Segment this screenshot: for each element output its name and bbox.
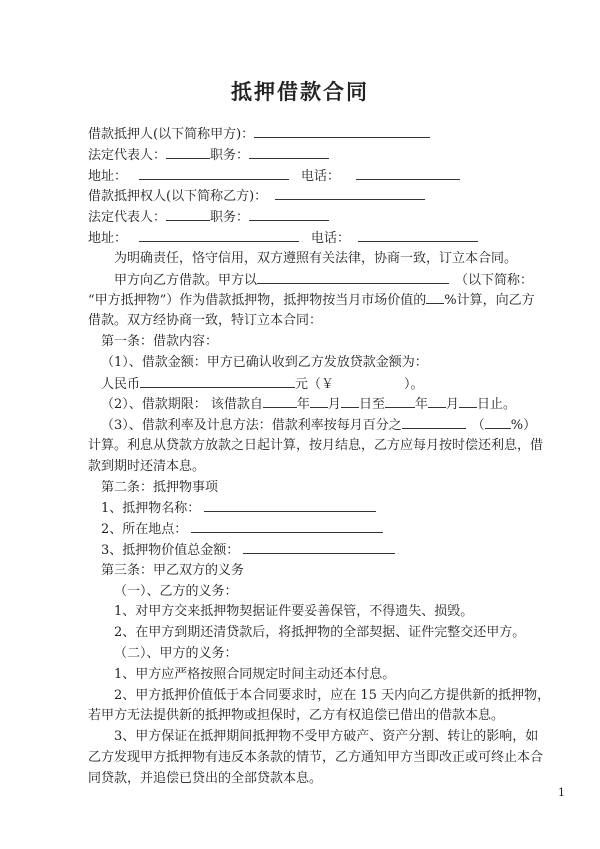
collateral-name-line <box>88 498 518 519</box>
text: （3）、借款利率及计息方法：借款利率按每月百分之 <box>101 418 402 434</box>
blank <box>358 228 478 242</box>
text: 月 <box>445 397 459 413</box>
clause: 乙方发现甲方抵押物有违反本条款的情节，乙方通知甲方当即改正或可终止本合 <box>88 749 544 765</box>
blank <box>139 166 289 180</box>
text: 甲方向乙方借款。甲方以 <box>114 272 258 288</box>
blank <box>249 145 329 159</box>
text: （以下简称： <box>455 272 534 288</box>
clause: 若甲方无法提供新的抵押物或担保时，乙方有权追偿已借出的借款本息。 <box>88 708 505 724</box>
text: 日止。 <box>476 397 516 413</box>
blank <box>243 540 395 554</box>
clause: 3、甲方保证在抵押期间抵押物不受甲方破产、资产分割、转让的影响，如 <box>114 729 539 745</box>
label: 借款抵押权人(以下简称乙方)： <box>88 189 268 205</box>
blank <box>428 394 446 408</box>
blank <box>426 290 444 304</box>
paragraph: 款到期时还清本息。 <box>88 458 206 474</box>
label: 电话： <box>311 230 351 246</box>
legal-rep-line-b <box>88 207 518 228</box>
lender-line <box>88 186 518 207</box>
clause: 同贷款，并追偿已贷出的全部贷款本息。 <box>88 770 323 786</box>
paragraph: 借款。双方经协商一致，特订立本合同： <box>88 313 323 329</box>
contract-body <box>88 124 551 790</box>
text: ）。 <box>404 376 424 392</box>
blank <box>356 166 460 180</box>
blank <box>402 415 466 429</box>
address-line-b <box>88 228 518 249</box>
text: %） <box>510 418 537 434</box>
blank <box>249 207 329 221</box>
label: 电话： <box>301 168 341 184</box>
document-title: 抵押借款合同 <box>231 79 369 104</box>
paragraph <box>88 290 535 311</box>
label: 地址： <box>88 230 128 246</box>
label: 地址： <box>88 168 128 184</box>
label: 借款抵押人(以下简称甲方)： <box>88 127 255 142</box>
paragraph: 计算。利息从贷款方放款之日起计算，按月结息，乙方应每月按时偿还利息，借 <box>88 437 544 453</box>
label: 职务： <box>210 147 250 163</box>
text: 人民币 <box>101 376 141 392</box>
paragraph: 为明确责任，恪守信用，双方遵照有关法律，协商一致，订立本合同。 <box>114 250 518 266</box>
article-heading: 第三条：甲乙双方的义务 <box>101 562 245 578</box>
clause: 2、在甲方到期还清贷款后，将抵押物的全部契据、证件完整交还甲方。 <box>114 625 526 641</box>
blank <box>204 498 376 512</box>
blank <box>341 394 359 408</box>
rate-line <box>88 415 537 436</box>
blank <box>166 145 210 159</box>
page-number: 1 <box>558 786 565 799</box>
clause: 1、对甲方交来抵押物契据证件要妥善保管，不得遗失、损毁。 <box>114 604 474 620</box>
blank <box>191 519 383 533</box>
clause: 2、甲方抵押价值低于本合同要求时，应在 15 天内向乙方提供新的抵押物， <box>114 687 551 703</box>
address-line-a <box>88 166 518 187</box>
text: 年 <box>414 397 428 413</box>
blank <box>459 394 477 408</box>
article-heading: 第二条：抵押物事项 <box>101 479 219 495</box>
blank <box>263 394 297 408</box>
blank <box>254 124 430 138</box>
clause: （二）、甲方的义务： <box>114 645 238 661</box>
blank <box>385 394 415 408</box>
text: 3、抵押物价值总金额： <box>101 542 240 558</box>
collateral-location-line <box>88 519 518 540</box>
text: 月 <box>327 397 341 413</box>
blank <box>257 270 449 284</box>
clause: （1）、借款金额：甲方已确认收到乙方发放贷款金额为： <box>101 354 428 370</box>
label: 法定代表人： <box>88 210 167 226</box>
blank <box>485 415 511 429</box>
blank <box>275 186 425 200</box>
text: 日至 <box>358 397 385 413</box>
text: 元（￥ <box>295 376 335 392</box>
clause: 1、甲方应严格按照合同规定时间主动还本付息。 <box>114 666 396 682</box>
label: 法定代表人： <box>88 147 167 163</box>
blank <box>139 228 299 242</box>
clause: （一）、乙方的义务： <box>114 583 238 599</box>
label: 职务： <box>210 210 250 226</box>
blank <box>166 207 210 221</box>
blank <box>140 374 295 388</box>
text: 年 <box>296 397 310 413</box>
amount-line <box>88 374 518 395</box>
text: （2）、借款期限： 该借款自 <box>101 397 263 413</box>
text: “甲方抵押物”）作为借款抵押物，抵押物按当月市场价值的 <box>88 293 427 309</box>
article-heading: 第一条：借款内容： <box>101 333 219 349</box>
collateral-value-line <box>88 540 518 561</box>
paragraph <box>88 270 534 291</box>
text: 1、抵押物名称： <box>101 501 201 517</box>
text: （ <box>471 418 485 434</box>
text: %计算，向乙方 <box>444 293 535 309</box>
text: 2、所在地点： <box>101 522 188 538</box>
borrower-line <box>88 124 518 145</box>
blank <box>310 394 328 408</box>
legal-rep-line-a <box>88 145 518 166</box>
term-line <box>88 394 518 415</box>
